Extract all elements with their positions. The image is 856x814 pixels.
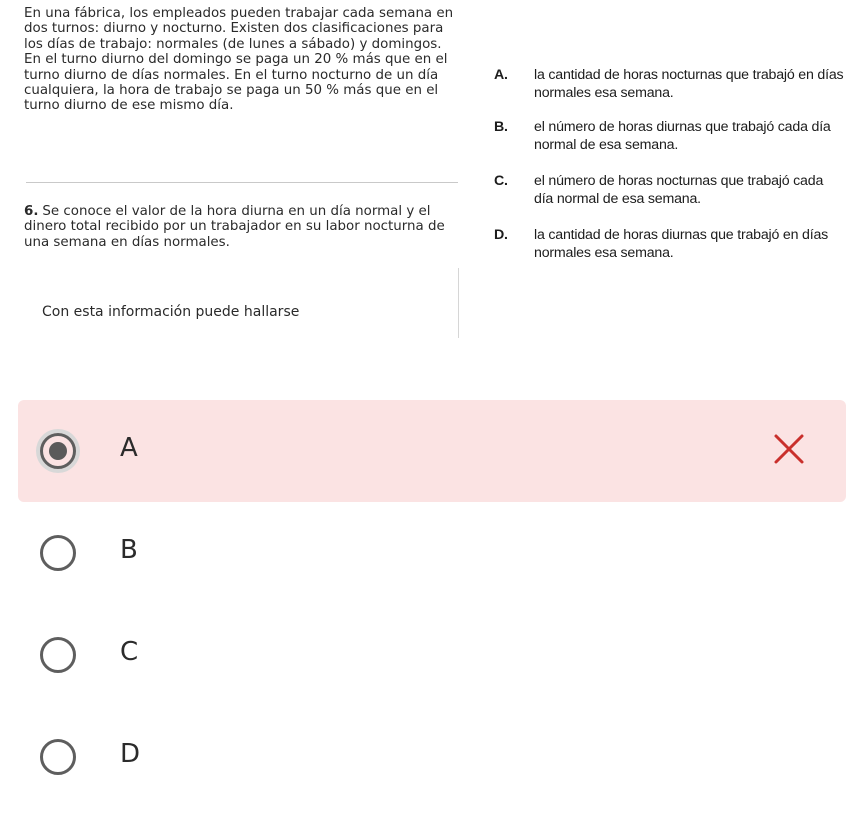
choice-b	[494, 118, 844, 154]
answer-option-c[interactable]	[18, 604, 846, 706]
choice-letter: C.	[494, 173, 508, 189]
choice-text: el número de horas diurnas que trabajó cada día normal de esa semana.	[534, 119, 831, 153]
divider	[26, 182, 458, 183]
answer-option-b[interactable]	[18, 502, 846, 604]
radio-selected-icon[interactable]	[40, 433, 76, 469]
choice-text: el número de horas nocturnas que trabajó cada día normal de esa semana.	[534, 173, 824, 207]
question-stem: Se conoce el valor de la hora diurna en un día normal y el dinero total recibido por un trabajador en su labor nocturna de una semana en días normales.	[24, 204, 445, 250]
radio-empty-icon[interactable]	[40, 739, 76, 775]
intro-text: En una fábrica, los empleados pueden trabajar cada semana en dos turnos: diurno y nocturno. Existen dos clasificaciones para los días de trabajo: normales (de lunes a sábado) y domingos. En el turno diurno del domingo se paga un 20 % más que en el turno diurno de días normales. En el turno nocturno de un día cualquiera, la hora de trabajo se paga un 50 % más que en el turno diurno de ese mismo día.	[24, 6, 454, 114]
question-prompt: Con esta información puede hallarse	[42, 304, 300, 320]
radio-dot	[49, 442, 67, 460]
choice-d	[494, 226, 844, 262]
answer-label: D	[120, 739, 141, 769]
choice-c	[494, 172, 844, 208]
close-icon	[772, 432, 806, 466]
answer-label: A	[120, 433, 138, 463]
radio-empty-icon[interactable]	[40, 535, 76, 571]
choice-text: la cantidad de horas diurnas que trabajó en días normales esa semana.	[534, 227, 829, 261]
choice-a	[494, 66, 844, 102]
answer-label: C	[120, 637, 139, 667]
question-intro	[24, 6, 454, 114]
choice-letter: B.	[494, 119, 508, 135]
answer-option-d[interactable]	[18, 706, 846, 808]
answer-label: B	[120, 535, 138, 565]
column-divider	[458, 268, 459, 338]
choice-text: la cantidad de horas nocturnas que trabajó en días normales esa semana.	[534, 67, 844, 101]
question-image	[0, 0, 856, 350]
radio-empty-icon[interactable]	[40, 637, 76, 673]
choice-letter: D.	[494, 227, 508, 243]
choice-letter: A.	[494, 67, 508, 83]
question-stem-block	[24, 204, 454, 250]
question-number: 6.	[24, 204, 39, 219]
answer-option-a[interactable]	[18, 400, 846, 502]
question-6	[24, 204, 454, 250]
